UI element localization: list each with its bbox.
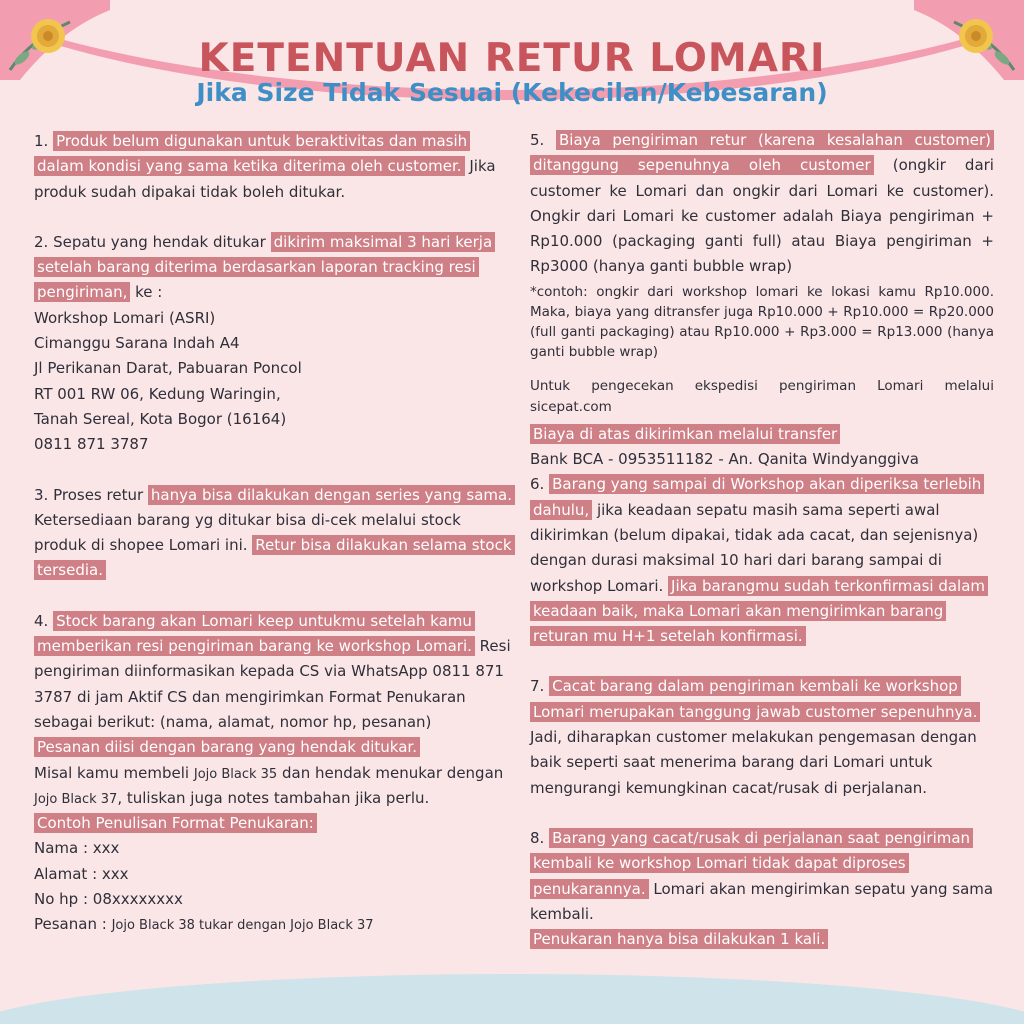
page-title: KETENTUAN RETUR LOMARI — [198, 36, 826, 81]
rule-text: Sepatu yang hendak ditukar — [53, 232, 266, 251]
rule-text: Ketersediaan barang yg ditukar bisa di-cek melalui stock produk di shopee Lomari ini. — [34, 510, 461, 555]
address-line: Tanah Sereal, Kota Bogor (16164) — [34, 409, 287, 428]
rule-highlight: Cacat barang dalam pengiriman kembali ke workshop Lomari merupakan tanggung jawab customer sepenuhnya. — [530, 676, 980, 721]
rule-highlight: Pesanan diisi dengan barang yang hendak ditukar. — [34, 737, 420, 757]
rule-number: 7. — [530, 677, 545, 696]
rule-7 — [530, 674, 994, 800]
left-column — [34, 129, 516, 963]
address-line: Jl Perikanan Darat, Pabuaran Poncol — [34, 359, 302, 378]
transfer-highlight: Biaya di atas dikirimkan melalui transfer — [530, 424, 840, 444]
rule-3 — [34, 483, 516, 584]
address-line: RT 001 RW 06, Kedung Waringin, — [34, 384, 281, 403]
rule-highlight: Barang yang sampai di Workshop akan diperiksa terlebih dahulu, — [530, 474, 984, 519]
format-line: Alamat : xxx — [34, 864, 129, 883]
example-note: *contoh: ongkir dari workshop lomari ke lokasi kamu Rp10.000. Maka, biaya yang ditransfer juga Rp10.000 + Rp10.000 = Rp20.000 (full ganti packaging) atau Rp10.000 + Rp3.000 = Rp13.000 (hanya ganti bubble wrap) — [530, 283, 994, 360]
rule-highlight: Retur bisa dilakukan selama stock tersedia. — [34, 535, 515, 580]
rule-number: 8. — [530, 828, 545, 847]
rule-text: Jika produk sudah dipakai tidak boleh ditukar. — [34, 157, 496, 201]
example-text: dan hendak menukar dengan — [282, 763, 504, 782]
rule-text: ke : — [135, 283, 163, 302]
rule-text: Jadi, diharapkan customer melakukan pengemasan dengan baik seperti saat menerima barang dari Lomari untuk mengurangi kemungkinan cacat/rusak di perjalanan. — [530, 728, 977, 797]
rule-highlight: Penukaran hanya bisa dilakukan 1 kali. — [530, 929, 828, 949]
rule-highlight: dikirim maksimal 3 hari kerja setelah barang diterima berdasarkan laporan tracking resi pengiriman, — [34, 232, 495, 303]
rule-highlight: Produk belum digunakan untuk beraktivitas dan masih dalam kondisi yang sama ketika diterima oleh customer. — [34, 131, 470, 176]
rule-number: 5. — [530, 131, 545, 149]
rule-number: 3. — [34, 485, 49, 504]
example-text: Misal kamu membeli — [34, 763, 190, 782]
example-text: , tuliskan juga notes tambahan jika perlu. — [117, 788, 430, 807]
format-label: Pesanan : — [34, 915, 107, 934]
rule-text: Resi pengiriman diinformasikan kepada CS via WhatsApp 0811 871 3787 di jam Aktif CS dan mengirimkan Format Penukaran sebagai berikut: (nama, alamat, nomor hp, pesanan) — [34, 637, 511, 731]
example-item: Jojo Black 35 — [193, 766, 278, 782]
rule-number: 2. — [34, 232, 49, 251]
page-subtitle: Jika Size Tidak Sesuai (Kekecilan/Kebesaran) — [196, 78, 828, 107]
rule-number: 6. — [530, 475, 545, 494]
example-item: Jojo Black 37 — [34, 791, 118, 807]
format-line: No hp : 08xxxxxxxx — [34, 890, 183, 909]
rule-6 — [530, 472, 994, 649]
rule-number: 1. — [34, 132, 49, 150]
bank-account: Bank BCA - 0953511182 - An. Qanita Windyanggiva — [530, 450, 919, 469]
rule-1 — [34, 129, 516, 205]
address-line: Cimanggu Sarana Indah A4 — [34, 334, 240, 353]
format-value: Jojo Black 38 tukar dengan Jojo Black 37 — [111, 918, 374, 934]
rule-4 — [34, 609, 516, 938]
rule-text: Proses retur — [53, 485, 144, 504]
rule-highlight: Stock barang akan Lomari keep untukmu setelah kamu memberikan resi pengiriman barang ke workshop Lomari. — [34, 611, 475, 656]
decorative-wave — [0, 974, 1024, 1024]
rule-highlight: Barang yang cacat/rusak di perjalanan saat pengiriman kembali ke workshop Lomari tidak dapat diproses penukarannya. — [530, 828, 973, 899]
format-heading: Contoh Penulisan Format Penukaran: — [34, 813, 317, 833]
rule-text: (ongkir dari customer ke Lomari dan ongkir dari Lomari ke customer). Ongkir dari Lomari ke customer adalah Biaya pengiriman + Rp10.000 (packaging ganti full) atau Biaya pengiriman + Rp3000 (hanya ganti bubble wrap) — [530, 156, 994, 276]
rule-text: jika keadaan sepatu masih sama seperti awal dikirimkan (belum dipakai, tidak ada cacat, dan sejenisnya) dengan durasi maksimal 10 hari dari barang sampai di workshop Lomari. — [530, 500, 979, 595]
shipping-check-info: Untuk pengecekan ekspedisi pengiriman Lomari melalui sicepat.com — [530, 377, 994, 415]
right-column — [530, 128, 994, 977]
rule-8 — [530, 826, 994, 952]
format-line: Nama : xxx — [34, 839, 120, 858]
phone-number: 0811 871 3787 — [34, 435, 149, 454]
rule-highlight: Biaya pengiriman retur (karena kesalahan customer) ditanggung sepenuhnya oleh customer — [530, 130, 994, 175]
rule-5 — [530, 128, 994, 472]
address-line: Workshop Lomari (ASRI) — [34, 308, 216, 327]
rule-highlight: hanya bisa dilakukan dengan series yang sama. — [148, 485, 515, 505]
rule-2 — [34, 230, 516, 458]
rule-text: Lomari akan mengirimkan sepatu yang sama kembali. — [530, 879, 994, 923]
rule-highlight: Jika barangmu sudah terkonfirmasi dalam keadaan baik, maka Lomari akan mengirimkan barang returan mu H+1 setelah konfirmasi. — [530, 576, 988, 647]
rule-number: 4. — [34, 611, 49, 630]
